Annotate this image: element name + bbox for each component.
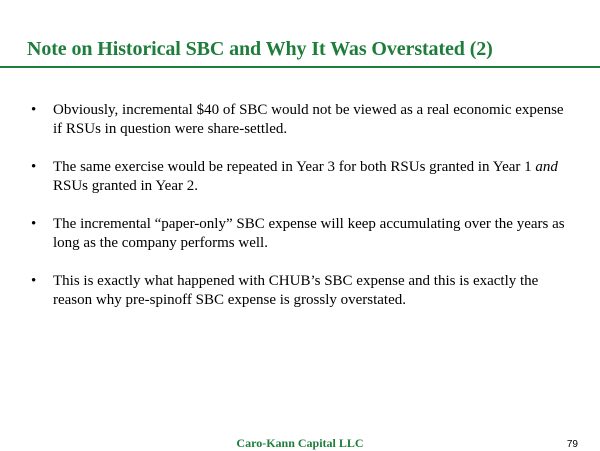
bullet-text-emphasis: and xyxy=(535,159,558,175)
bullet-marker: • xyxy=(31,102,37,118)
bullet-text: This is exactly what happened with CHUB’s SBC expense and this is exactly the reason why pre-spinoff SBC expense is grossly overstated. xyxy=(53,273,539,308)
bullet-marker: • xyxy=(31,159,37,175)
bullet-item xyxy=(31,101,576,138)
title-underline xyxy=(0,66,600,68)
bullet-marker: • xyxy=(31,216,37,232)
bullet-marker: • xyxy=(31,273,37,289)
bullet-text-end: RSUs granted in Year 2. xyxy=(53,177,198,194)
footer-company-name: Caro-Kann Capital LLC xyxy=(236,436,364,450)
bullet-item xyxy=(31,215,576,252)
bullet-text: Obviously, incremental $40 of SBC would not be viewed as a real economic expense if RSUs in question were share-settled. xyxy=(53,102,564,137)
bullet-text: The incremental “paper-only” SBC expense will keep accumulating over the years as long as the company performs well. xyxy=(53,216,565,251)
slide-title: Note on Historical SBC and Why It Was Overstated (2) xyxy=(27,38,493,60)
bullet-item xyxy=(31,272,576,309)
bullet-item xyxy=(31,158,576,195)
bullet-list xyxy=(31,101,576,329)
bullet-text-start: The same exercise would be repeated in Year 3 for both RSUs granted in Year 1 xyxy=(53,159,536,175)
bullet-text xyxy=(53,159,558,194)
page-number: 79 xyxy=(566,439,578,450)
